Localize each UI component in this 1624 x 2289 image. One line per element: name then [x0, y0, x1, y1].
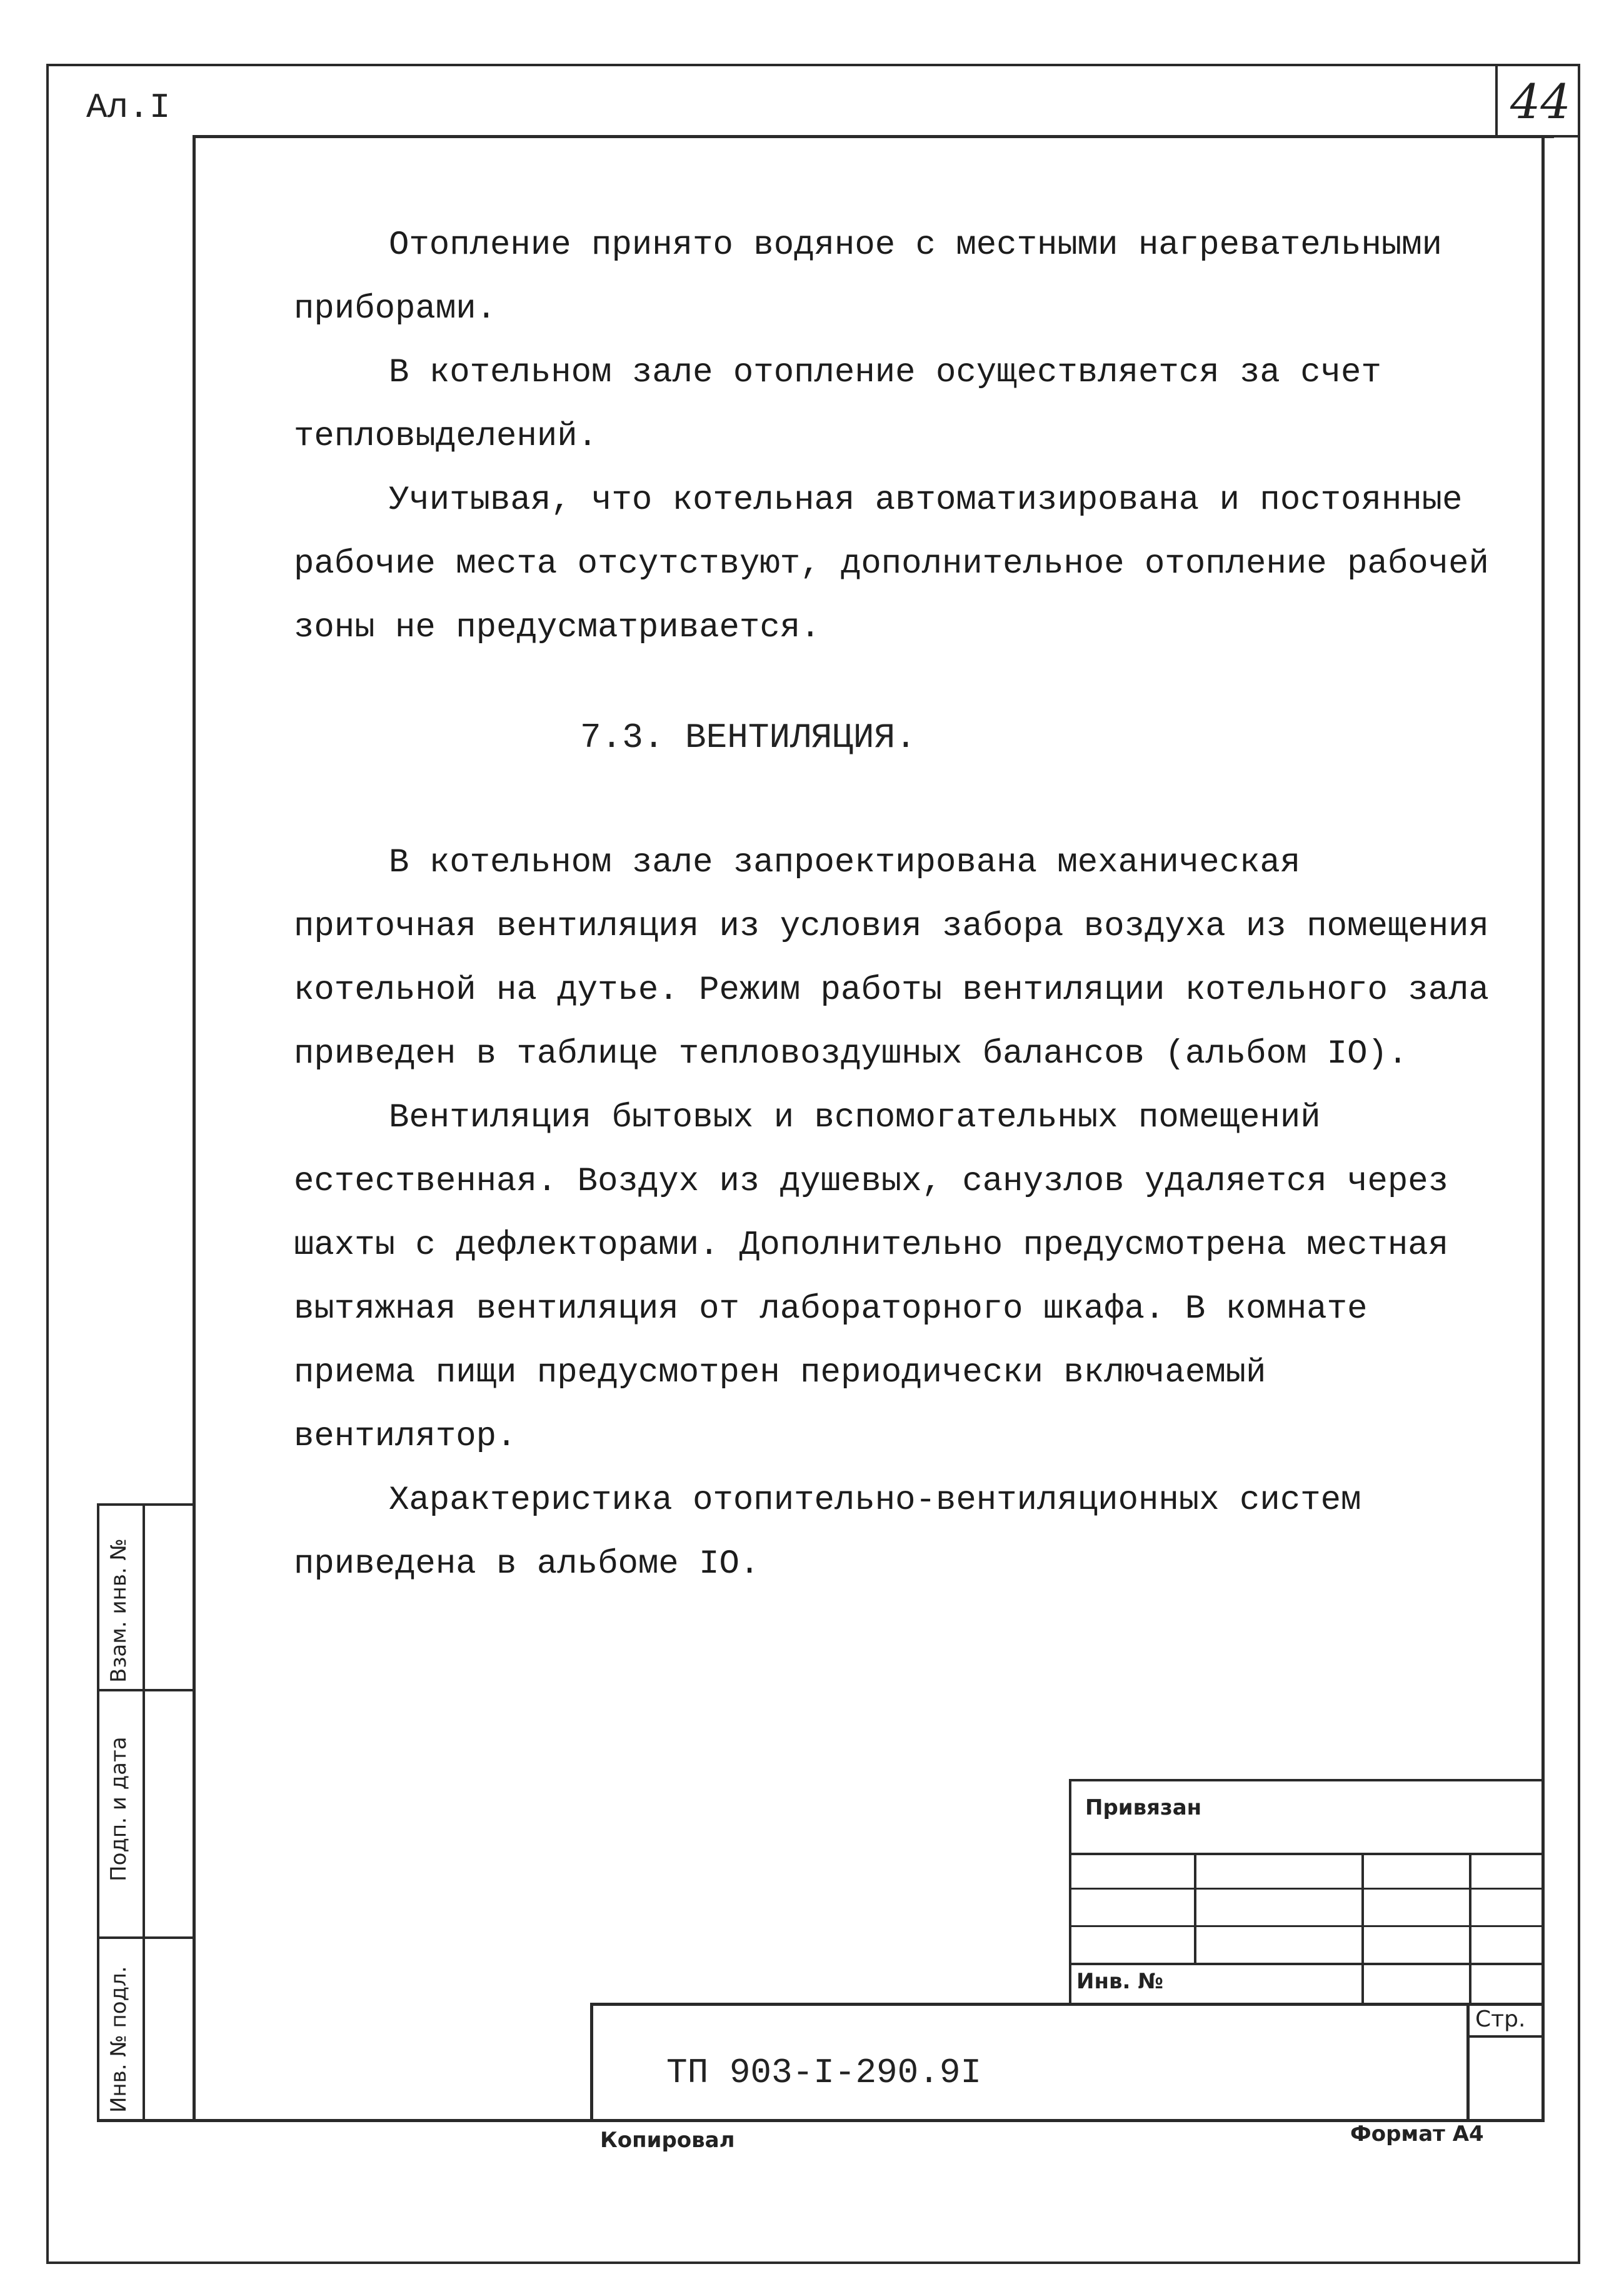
side-stamp-vzam-inv: Взам. инв. №: [106, 1538, 131, 1683]
ventilation-paragraphs: [294, 831, 1494, 1596]
side-stamp-inv-podl: Инв. № подл.: [106, 1966, 131, 2113]
album-label: Ал.I: [86, 88, 171, 128]
tb-upper-row-4: [1069, 1963, 1544, 1965]
side-stamp-row-2: [97, 1936, 195, 1939]
tb-upper-left: [1069, 1779, 1071, 2005]
inner-frame-left: [193, 135, 196, 2121]
inv-no-label: Инв. №: [1076, 1969, 1164, 1994]
tb-upper-row-2: [1069, 1888, 1544, 1890]
side-stamp-outer-left: [97, 1503, 99, 2121]
tb-upper-col-2: [1361, 1853, 1364, 2003]
tb-upper-col-1: [1194, 1853, 1196, 1963]
tb-main-left: [590, 2003, 593, 2121]
side-stamp-top: [97, 1503, 195, 1506]
side-stamp-row-1: [97, 1689, 195, 1691]
outer-frame-bottom: [46, 2261, 1580, 2264]
outer-frame-top: [46, 64, 1580, 66]
paragraph-ventilation-3: Характеристика отопительно-вентиляционных систем приведена в альбоме IO.: [294, 1481, 1361, 1583]
heating-paragraphs: [294, 214, 1494, 660]
paragraph-heating-2: В котельном зале отопление осуществляется за счет тепловыделений.: [294, 354, 1381, 456]
privyazan-label: Привязан: [1085, 1795, 1202, 1820]
paragraph-heating-1: Отопление принято водяное с местными нагревательными приборами.: [294, 226, 1443, 328]
tb-page-col: [1466, 2003, 1470, 2121]
paragraph-ventilation-2: Вентиляция бытовых и вспомогательных помещений естественная. Воздух из душевых, санузлов удаляется через шахты с дефлекторами. Дополнительно предусмотрена местная вытяжная вентиляция от лабораторного шкафа. В комнате приема пищи предусмотрен периодически включаемый вентилятор.: [294, 1099, 1449, 1456]
format-label: Формат А4: [1350, 2121, 1484, 2146]
tb-page-row: [1466, 2035, 1544, 2038]
tb-upper-top: [1069, 1779, 1544, 1781]
right-margin-line: [1544, 135, 1579, 138]
paragraph-ventilation-1: В котельном зале запроектирована механическая приточная вентиляция из условия забора воздуха из помещения котельной на дутье. Режим работы вентиляции котельного зала приведен в таблице тепловоздушных балансов (альбом IO).: [294, 844, 1489, 1073]
inner-frame-right: [1541, 135, 1545, 2121]
section-heading: 7.3. ВЕНТИЛЯЦИЯ.: [580, 718, 916, 758]
inner-frame-top: [194, 135, 1554, 138]
side-stamp-divider: [143, 1503, 145, 2121]
tb-upper-row-1: [1069, 1853, 1544, 1855]
tb-main-top: [590, 2003, 1544, 2006]
inner-frame-bottom: [97, 2119, 1545, 2122]
tb-upper-col-3: [1469, 1853, 1471, 2003]
copied-label: Копировал: [600, 2128, 735, 2153]
page-label: Стр.: [1475, 2006, 1526, 2032]
paragraph-heating-3: Учитывая, что котельная автоматизирована и постоянные рабочие места отсутствуют, дополнительное отопление рабочей зоны не предусматривается.: [294, 481, 1489, 647]
document-code: ТП 903-I-290.9I: [666, 2053, 982, 2093]
outer-frame-left: [46, 64, 49, 2264]
side-stamp-podp-data: Подп. и дата: [106, 1736, 131, 1881]
page-number: 44: [1510, 74, 1571, 129]
outer-frame-right: [1578, 64, 1580, 2264]
page-box-left: [1495, 64, 1498, 138]
tb-upper-row-3: [1069, 1925, 1544, 1927]
